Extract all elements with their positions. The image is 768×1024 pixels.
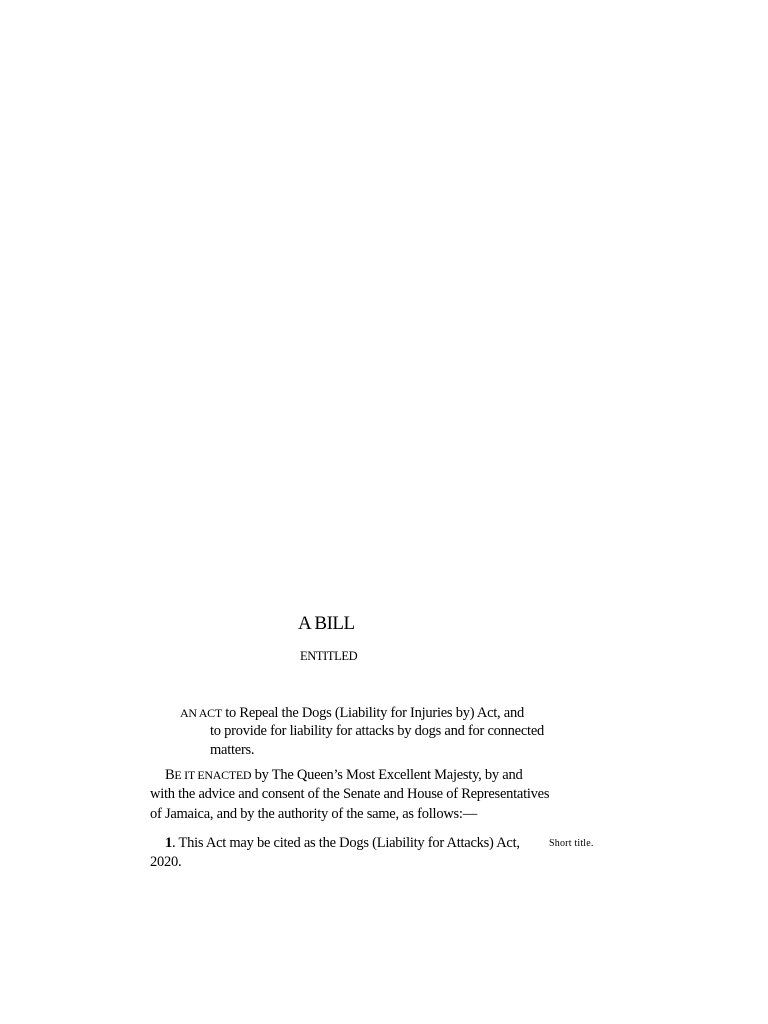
long-title-lead: AN ACT (180, 706, 222, 720)
section-1-line-1-text: . This Act may be cited as the Dogs (Liability for Attacks) Act, (172, 835, 520, 851)
long-title-line-3: matters. (210, 742, 255, 758)
long-title-line-1 (180, 705, 524, 722)
long-title-line-1-text: to Repeal the Dogs (Liability for Injuries by) Act, and (221, 705, 524, 721)
enacting-formula-line-1 (165, 767, 522, 784)
enacting-formula-lead: E IT ENACTED (174, 768, 252, 782)
enacting-formula-initial: B (165, 767, 175, 783)
marginal-note: Short title. (549, 838, 594, 849)
long-title-line-2: to provide for liability for attacks by dogs and for connected (210, 723, 545, 739)
section-number: 1 (165, 835, 172, 851)
section-1-line-2: 2020. (150, 854, 182, 870)
section-1-line-1 (165, 835, 520, 852)
bill-title: A BILL (298, 613, 355, 634)
enacting-formula-line-2: with the advice and consent of the Senate and House of Representatives (150, 786, 550, 802)
entitled-heading: ENTITLED (300, 649, 358, 663)
enacting-formula-line-1-text: by The Queen’s Most Excellent Majesty, by and (251, 767, 523, 783)
enacting-formula-line-3: of Jamaica, and by the authority of the same, as follows:— (150, 806, 477, 822)
